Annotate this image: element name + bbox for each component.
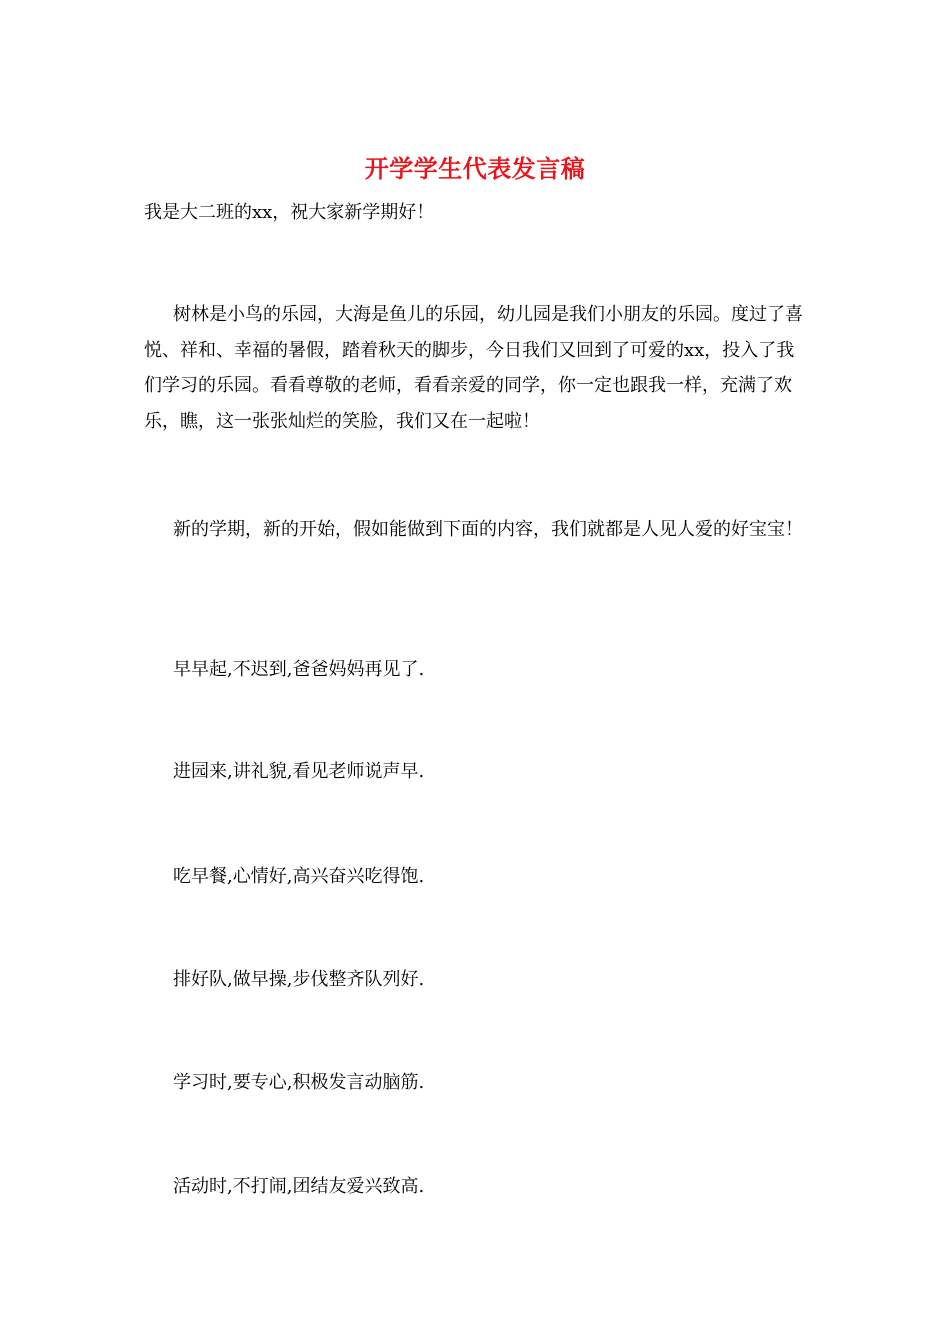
greeting-paragraph: 我是大二班的xx，祝大家新学期好！: [144, 202, 435, 223]
body-paragraph-1: 树林是小鸟的乐园，大海是鱼儿的乐园，幼儿园是我们小朋友的乐园。度过了喜悦、祥和、幸福的暑假，踏着秋天的脚步，今日我们又回到了可爱的xx，投入了我们学习的乐园。看看尊敬的老师，看看亲爱的同学，你一定也跟我一样，充满了欢乐，瞧，这一张张灿烂的笑脸，我们又在一起啦！: [144, 304, 803, 432]
document-title: 开学学生代表发言稿: [364, 154, 586, 183]
rhyme-line-2: 进园来,讲礼貌,看见老师说声早.: [173, 761, 425, 782]
body-paragraph-2: 新的学期，新的开始，假如能做到下面的内容，我们就都是人见人爱的好宝宝！: [173, 519, 803, 540]
rhyme-line-1: 早早起,不迟到,爸爸妈妈再见了.: [173, 659, 425, 680]
rhyme-line-5: 学习时,要专心,积极发言动脑筋.: [173, 1072, 425, 1093]
rhyme-line-4: 排好队,做早操,步伐整齐队列好.: [173, 969, 425, 990]
rhyme-line-3: 吃早餐,心情好,高兴奋兴吃得饱.: [173, 866, 425, 887]
rhyme-line-6: 活动时,不打闹,团结友爱兴致高.: [173, 1176, 425, 1197]
